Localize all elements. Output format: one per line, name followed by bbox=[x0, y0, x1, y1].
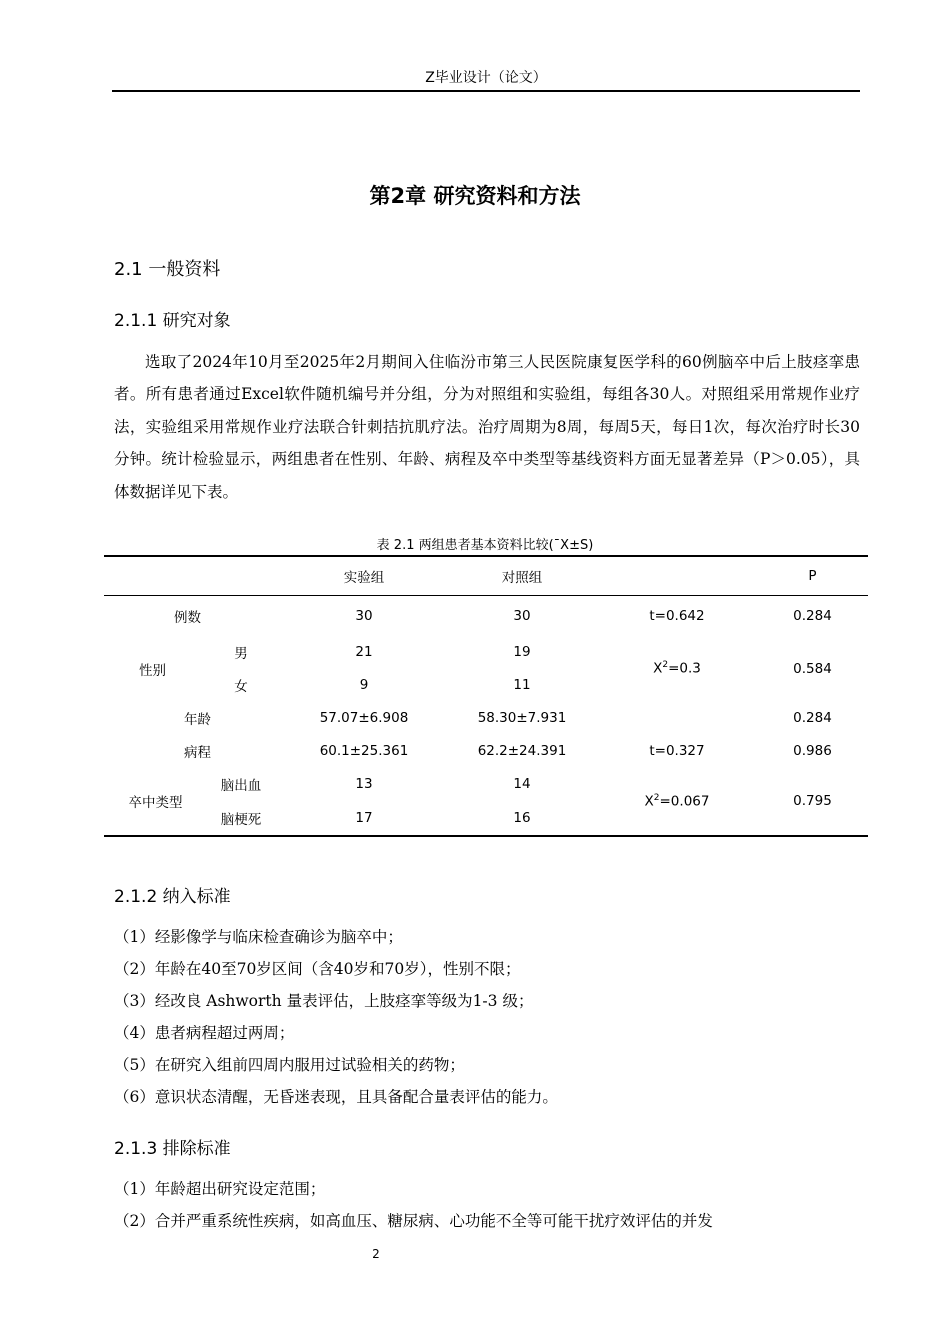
cell: 58.30±7.931 bbox=[477, 710, 567, 726]
section-2-1-3-heading: 2.1.3 排除标准 bbox=[114, 1139, 231, 1159]
section-2-1-heading: 2.1 一般资料 bbox=[114, 259, 221, 280]
row-label-stroke: 卒中类型 bbox=[128, 795, 183, 811]
chapter-title: 第2章 研究资料和方法 bbox=[369, 184, 581, 208]
cell: 0.584 bbox=[793, 660, 832, 677]
row-label-gender: 性别 bbox=[139, 662, 166, 679]
sub-label-male: 男 bbox=[234, 646, 248, 662]
exclusion-item: （1）年龄超出研究设定范围； bbox=[114, 1180, 326, 1198]
table-row bbox=[104, 636, 868, 669]
header-control: 对照组 bbox=[447, 556, 597, 596]
cell: 17 bbox=[355, 809, 373, 826]
body-paragraph: 选取了2024年10月至2025年2月期间入住临汾市第三人民医院康复医学科的60例脑卒中后上肢痉挛患者。所有患者通过Excel软件随机编号并分组，分为对照组和实验组，每组各30人。对照组采用常规作业疗法，实验组采用常规作业疗法联合针刺拮抗肌疗法。治疗周期为8周，每周5天，每日1次，每次治疗时长30分钟。统计检验显示，两组患者在性别、年龄、病程及卒中类型等基线资料方面无显著差异（P＞0.05），具体数据详见下表。 bbox=[114, 353, 860, 501]
cell: 19 bbox=[513, 644, 531, 660]
exclusion-item: （2）合并严重系统性疾病，如高血压、糖尿病、心功能不全等可能干扰疗效评估的并发 bbox=[114, 1212, 713, 1230]
cell-gender-stat: $X^2=0.3$ bbox=[653, 660, 701, 677]
header-p: P bbox=[757, 556, 868, 596]
cell: 0.284 bbox=[793, 607, 832, 624]
inclusion-item: （1）经影像学与临床检查确诊为脑卒中； bbox=[114, 928, 403, 946]
section-2-1-2-heading: 2.1.2 纳入标准 bbox=[114, 887, 231, 907]
cell: 30 bbox=[355, 607, 373, 624]
sub-label-infarction: 脑梗死 bbox=[220, 811, 262, 828]
table-row bbox=[104, 596, 868, 636]
table-row bbox=[104, 768, 868, 801]
cell: 0.795 bbox=[793, 793, 832, 809]
baseline-table bbox=[104, 555, 868, 837]
section-2-1-1-heading: 2.1.1 研究对象 bbox=[114, 311, 231, 331]
inclusion-item: （4）患者病程超过两周； bbox=[114, 1024, 295, 1042]
inclusion-item: （3）经改良 Ashworth 量表评估，上肢痉挛等级为1-3 级； bbox=[114, 992, 534, 1010]
page-header: Z毕业设计（论文） bbox=[425, 70, 547, 86]
row-label-course: 病程 bbox=[184, 745, 211, 761]
cell: 11 bbox=[513, 677, 531, 693]
cell: 60.1±25.361 bbox=[319, 743, 409, 759]
page-number: 2 bbox=[372, 1247, 380, 1261]
cell: 0.284 bbox=[793, 710, 832, 726]
cell: t=0.327 bbox=[649, 743, 705, 759]
cell: 62.2±24.391 bbox=[477, 743, 567, 759]
cell: 14 bbox=[513, 776, 531, 792]
cell: 57.07±6.908 bbox=[319, 710, 409, 726]
table-header-row bbox=[104, 556, 868, 596]
sub-label-female: 女 bbox=[234, 679, 248, 695]
cell: 13 bbox=[355, 776, 373, 792]
cell: 9 bbox=[359, 677, 369, 693]
header-experimental: 实验组 bbox=[281, 556, 447, 596]
row-label-age: 年龄 bbox=[184, 712, 211, 728]
cell: t=0.642 bbox=[649, 607, 705, 624]
cell: 0.986 bbox=[793, 743, 832, 759]
inclusion-item: （2）年龄在40至70岁区间（含40岁和70岁），性别不限； bbox=[114, 960, 521, 978]
inclusion-item: （5）在研究入组前四周内服用过试验相关的药物； bbox=[114, 1056, 465, 1074]
inclusion-item: （6）意识状态清醒，无昏迷表现，且具备配合量表评估的能力。 bbox=[114, 1088, 558, 1106]
table-row bbox=[104, 702, 868, 735]
cell bbox=[597, 702, 757, 735]
table-caption: 表 2.1 两组患者基本资料比较(¯X±S) bbox=[376, 538, 594, 553]
cell: 16 bbox=[513, 809, 531, 826]
row-label-cases: 例数 bbox=[174, 609, 201, 626]
table-row bbox=[104, 735, 868, 768]
sub-label-hemorrhage: 脑出血 bbox=[220, 778, 262, 794]
header-rule bbox=[112, 90, 860, 92]
cell: 21 bbox=[355, 644, 373, 660]
cell: 30 bbox=[513, 607, 531, 624]
cell-stroke-stat: $X^2=0.067$ bbox=[644, 792, 710, 810]
